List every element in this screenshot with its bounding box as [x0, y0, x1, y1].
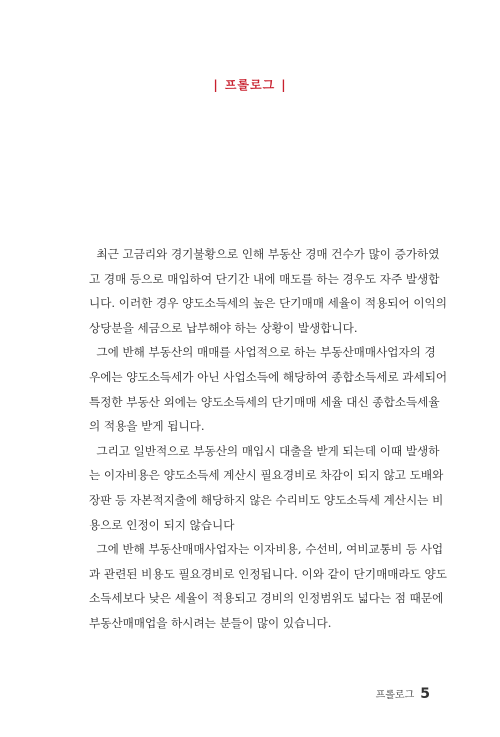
paragraph-2-line-1: 그에 반해 부동산의 매매를 사업적으로 하는 부동산매매사업자의 경 — [89, 345, 436, 360]
paragraph-2-line-2: 우에는 양도소득세가 아닌 사업소득에 해당하여 종합소득세로 과세되어 — [89, 369, 448, 384]
paragraph-1-line-1: 최근 고금리와 경기불황으로 인해 부동산 경매 건수가 많이 증가하였 — [89, 247, 440, 261]
paragraph-3-line-1: 그리고 일반적으로 부동산의 매입시 대출을 받게 되는데 이때 발생하 — [89, 443, 440, 458]
paragraph-1-line-4: 상당분을 세금으로 납부해야 하는 상황이 발생합니다. — [89, 320, 358, 335]
paragraph-4-line-4: 부동산매매업을 하시려는 분들이 많이 있습니다. — [89, 615, 332, 630]
paragraph-1-line-2: 고 경매 등으로 매입하여 단기간 내에 매도를 하는 경우도 자주 발생합 — [89, 271, 440, 286]
paragraph-2-line-4: 의 적용을 받게 됩니다. — [89, 419, 205, 434]
paragraph-2-line-3: 특정한 부동산 외에는 양도소득세의 단기매매 세율 대신 종합소득세율 — [89, 394, 440, 409]
chapter-heading — [0, 76, 500, 93]
paragraph-3-line-4: 용으로 인정이 되지 않습니다 — [89, 517, 235, 532]
page-number: 5 — [420, 685, 430, 702]
paragraph-1-line-3: 니다. 이러한 경우 양도소득세의 높은 단기매매 세율이 적용되어 이익의 — [89, 296, 447, 311]
page-footer — [376, 683, 430, 702]
heading-right-bar: | — [281, 78, 287, 92]
paragraph-4-line-1: 그에 반해 부동산매매사업자는 이자비용, 수선비, 여비교통비 등 사업 — [89, 542, 444, 557]
paragraph-3-line-3: 장판 등 자본적지출에 해당하지 않은 수리비도 양도소득세 계산시는 비 — [89, 492, 444, 507]
heading-title: 프롤로그 — [224, 78, 276, 92]
paragraph-3-line-2: 는 이자비용은 양도소득세 계산시 필요경비로 차감이 되지 않고 도배와 — [89, 468, 444, 483]
running-footer-title: 프롤로그 — [375, 690, 415, 701]
paragraph-4-line-2: 과 관련된 비용도 필요경비로 인정됩니다. 이와 같이 단기매매라도 양도 — [89, 566, 447, 581]
heading-left-bar: | — [213, 78, 219, 92]
paragraph-4-line-3: 소득세보다 낮은 세율이 적용되고 경비의 인정범위도 넓다는 점 때문에 — [89, 591, 444, 606]
body-text — [89, 242, 448, 636]
